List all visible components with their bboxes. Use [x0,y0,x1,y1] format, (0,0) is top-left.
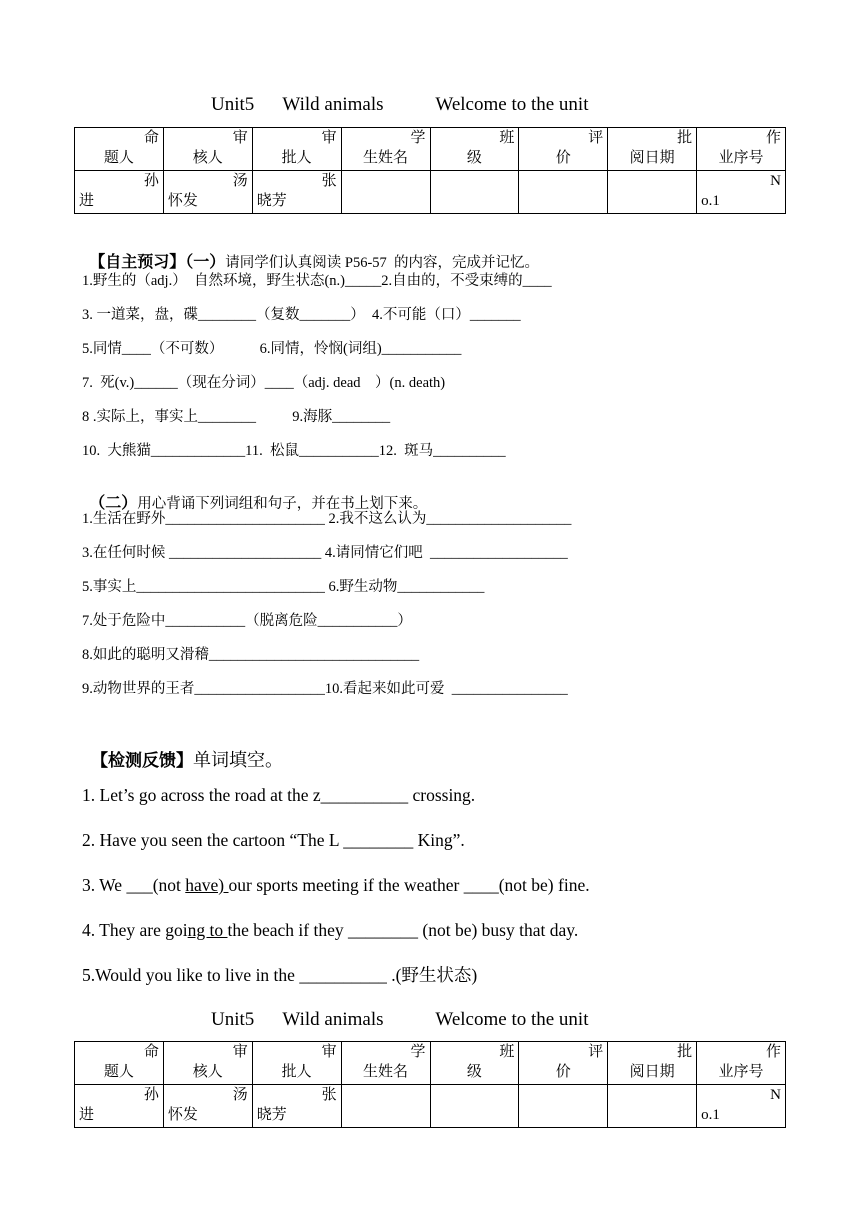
question-1: 1. Let’s go across the road at the z__________ crossing. [82,785,476,805]
cell-reviewer: 审 核人 [163,128,252,171]
cell-evaluation: 评 价 [519,128,608,171]
cell-class-value[interactable] [430,1085,519,1128]
part1-label: （一） [185,254,226,271]
worksheet-title: Unit5 Wild animals Welcome to the unit [211,94,589,115]
cell-class: 班 级 [430,128,519,171]
preview-heading: 【自主预习】 [89,254,186,271]
table-row [75,1042,786,1085]
question-2: 2. Have you seen the cartoon “The L ________ King”. [82,830,465,850]
table-row [75,1085,786,1128]
cell-reviewer: 审 核人 [163,1042,252,1085]
cell-approver: 审 批人 [252,128,341,171]
cell-evaluation-value[interactable] [519,1085,608,1128]
cell-approver: 审 批人 [252,1042,341,1085]
question-4: 4. They are going to the beach if they ________ (not be) busy that day. [82,920,579,940]
cell-setter-value: 孙 进 [75,171,164,214]
cell-homework-number: 作 业序号 [697,1042,786,1085]
cell-question-setter: 命 题人 [75,128,164,171]
cell-review-date: 批 阅日期 [608,128,697,171]
cell-student-name: 学 生姓名 [341,1042,430,1085]
cell-reviewer-value: 汤 怀发 [163,171,252,214]
question-5: 5.Would you like to live in the __________ .(野生状态) [82,965,478,985]
phrase-line: 7.处于危险中___________（脱离危险___________） [82,613,412,629]
phrase-line: 9.动物世界的王者__________________10.看起来如此可爱 ________________ [82,681,568,697]
cell-reviewer-value: 汤 怀发 [163,1085,252,1128]
underlined-text: ng to [187,920,228,940]
phrase-line: 5.事实上__________________________ 6.野生动物____________ [82,579,485,595]
cell-approver-value: 张 晓芳 [252,171,341,214]
cell-number-value: N o.1 [697,171,786,214]
phrase-line: 1.生活在野外______________________ 2.我不这么认为____________________ [82,511,572,527]
cell-class: 班 级 [430,1042,519,1085]
info-table-repeat [74,1041,786,1128]
worksheet-title-repeat: Unit5 Wild animals Welcome to the unit [211,1009,589,1030]
vocab-line: 3. 一道菜，盘，碟________（复数_______） 4.不可能（口）_______ [82,307,521,323]
vocab-line: 10. 大熊猫_____________11. 松鼠___________12. 斑马__________ [82,443,506,459]
cell-approver-value: 张 晓芳 [252,1085,341,1128]
vocab-line: 5.同情____（不可数） 6.同情，怜悯(词组)___________ [82,341,462,357]
vocab-line: 7. 死(v.)______（现在分词）____（adj. dead ）(n. death) [82,375,446,391]
cell-date-value[interactable] [608,171,697,214]
phrase-line: 3.在任何时候 _____________________ 4.请同情它们吧 ___________________ [82,545,568,561]
part2-label: （二） [89,495,138,512]
part2-instruction: 用心背诵下列词组和句子，并在书上划下来。 [137,496,428,512]
cell-number-value: N o.1 [697,1085,786,1128]
vocab-line: 1.野生的（adj.） 自然环境，野生状态(n.)_____2.自由的，不受束缚的____ [82,273,552,289]
part2-heading-line [82,474,427,514]
part1-instruction: 请同学们认真阅读 P56-57 的内容，完成并记忆。 [225,255,540,271]
table-row [75,128,786,171]
cell-evaluation-value[interactable] [519,171,608,214]
cell-date-value[interactable] [608,1085,697,1128]
table-row [75,171,786,214]
cell-student-name-value[interactable] [341,1085,430,1128]
cell-question-setter: 命 题人 [75,1042,164,1085]
cell-student-name: 学 生姓名 [341,128,430,171]
preview-heading-line [82,233,539,273]
info-table [74,127,786,214]
cell-setter-value: 孙 进 [75,1085,164,1128]
cell-review-date: 批 阅日期 [608,1042,697,1085]
underlined-text: have) [185,875,229,895]
cell-class-value[interactable] [430,171,519,214]
vocab-line: 8 .实际上，事实上________ 9.海豚________ [82,409,391,425]
phrase-line: 8.如此的聪明又滑稽_____________________________ [82,647,420,663]
cell-student-name-value[interactable] [341,171,430,214]
cell-homework-number: 作 业序号 [697,128,786,171]
cell-evaluation: 评 价 [519,1042,608,1085]
feedback-heading-line [82,727,283,772]
feedback-subtitle: 单词填空。 [193,750,283,770]
question-3: 3. We ___(not have) our sports meeting if the weather ____(not be) fine. [82,875,590,895]
feedback-heading: 【检测反馈】 [91,751,193,770]
